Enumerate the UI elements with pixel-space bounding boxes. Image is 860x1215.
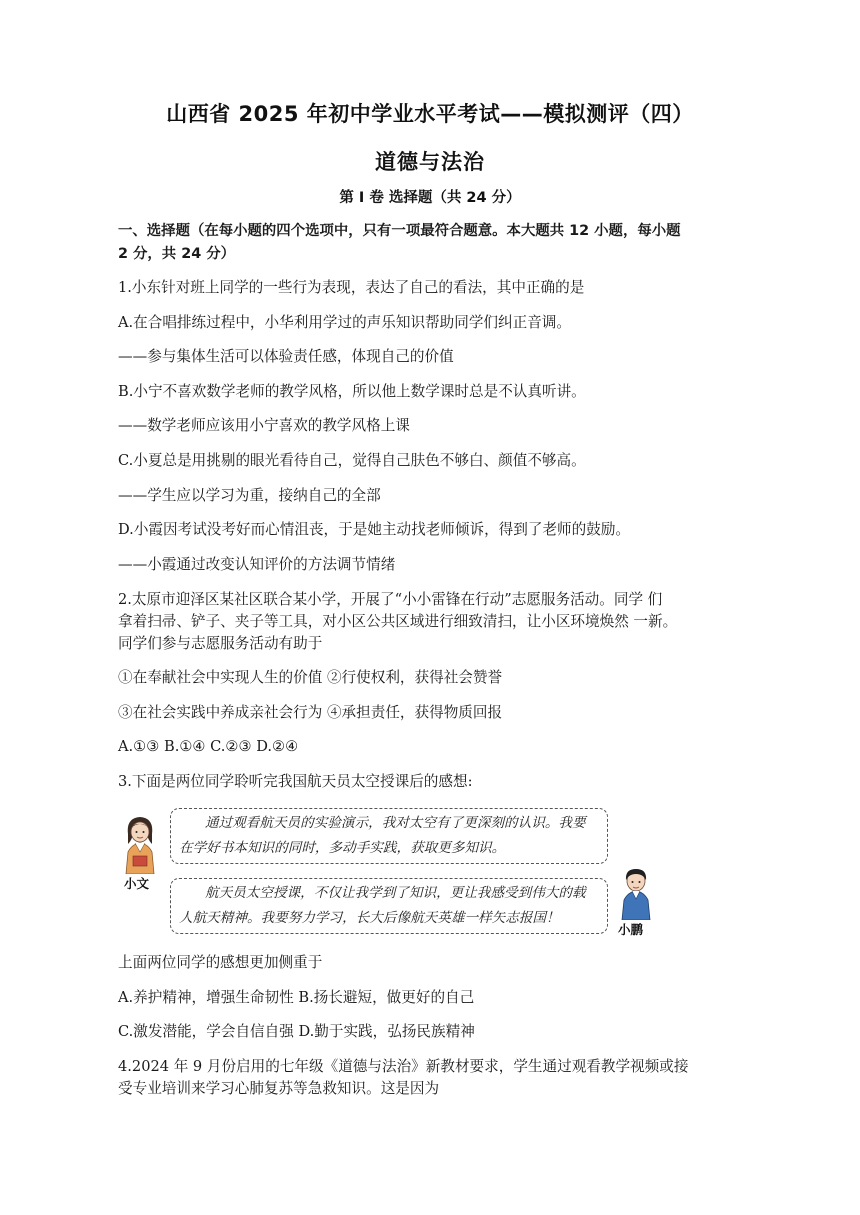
q2-stem-line-3: 同学们参与志愿服务活动有助于 (118, 635, 323, 652)
q2-options-2: ③在社会实践中养成亲社会行为 ④承担责任，获得物质回报 (118, 704, 503, 721)
student-name-xiaopeng: 小鹏 (618, 922, 644, 937)
q1-option-d-comment: ——小霞通过改变认知评价的方法调节情绪 (118, 556, 396, 573)
q3-choices-ab: A.养护精神，增强生命韧性 B.扬长避短，做更好的自己 (118, 989, 475, 1006)
q2-stem-line-2: 拿着扫帚、铲子、夹子等工具，对小区公共区域进行细致清扫，让小区环境焕然 一新。 (118, 613, 678, 630)
section-title: 第 I 卷 选择题（共 24 分） (339, 190, 521, 206)
student-girl-icon (118, 812, 162, 874)
subject-title: 道德与法治 (375, 150, 485, 174)
q3-stem: 3.下面是两位同学聆听完我国航天员太空授课后的感想: (118, 773, 473, 790)
q1-stem: 1.小东针对班上同学的一些行为表现，表达了自己的看法，其中正确的是 (118, 279, 585, 296)
instructions-line-2: 2 分，共 24 分） (118, 246, 236, 262)
q1-option-a-comment: ——参与集体生活可以体验责任感，体现自己的价值 (118, 348, 454, 365)
student-boy-icon (614, 864, 658, 920)
speech-bubble-xiaopeng (170, 878, 608, 934)
q1-option-c: C.小夏总是用挑剔的眼光看待自己，觉得自己肤色不够白、颜值不够高。 (118, 452, 586, 469)
q1-option-a: A.在合唱排练过程中，小华利用学过的声乐知识帮助同学们纠正音调。 (118, 314, 571, 331)
q2-choices: A.①③ B.①④ C.②③ D.②④ (118, 738, 299, 755)
q1-option-c-comment: ——学生应以学习为重，接纳自己的全部 (118, 487, 381, 504)
q4-stem-line-1: 4.2024 年 9 月份启用的七年级《道德与法治》新教材要求，学生通过观看教学视频或接 (118, 1058, 689, 1075)
q3-illustration (118, 806, 658, 936)
speech-bubble-xiaowen (170, 808, 608, 864)
bubble-2-line-2: 人航天精神。我要努力学习，长大后像航天英雄一样矢志报国！ (179, 910, 560, 926)
bubble-1-line-1: 通过观看航天员的实验演示，我对太空有了更深刻的认识。我要 (205, 815, 586, 831)
q1-option-b-comment: ——数学老师应该用小宁喜欢的教学风格上课 (118, 417, 410, 434)
q1-option-d: D.小霞因考试没考好而心情沮丧，于是她主动找老师倾诉，得到了老师的鼓励。 (118, 521, 631, 538)
q3-choices-cd: C.激发潜能，学会自信自强 D.勤于实践，弘扬民族精神 (118, 1023, 475, 1040)
bubble-2-line-1: 航天员太空授课，不仅让我学到了知识，更让我感受到伟大的载 (205, 885, 586, 901)
bubble-1-line-2: 在学好书本知识的同时，多动手实践，获取更多知识。 (179, 840, 506, 856)
instructions-line-1: 一、选择题（在每小题的四个选项中，只有一项最符合题意。本大题共 12 小题，每小题 (118, 223, 681, 239)
q1-option-b: B.小宁不喜欢数学老师的教学风格，所以他上数学课时总是不认真听讲。 (118, 383, 586, 400)
q4-stem-line-2: 受专业培训来学习心肺复苏等急救知识。这是因为 (118, 1080, 440, 1097)
q3-question: 上面两位同学的感想更加侧重于 (118, 954, 323, 971)
exam-title: 山西省 2025 年初中学业水平考试——模拟测评（四） (166, 102, 694, 126)
q2-stem-line-1: 2.太原市迎泽区某社区联合某小学，开展了“小小雷锋在行动”志愿服务活动。同学 们 (118, 591, 663, 608)
student-name-xiaowen: 小文 (124, 876, 150, 891)
q2-options-1: ①在奉献社会中实现人生的价值 ②行使权利，获得社会赞誉 (118, 669, 503, 686)
